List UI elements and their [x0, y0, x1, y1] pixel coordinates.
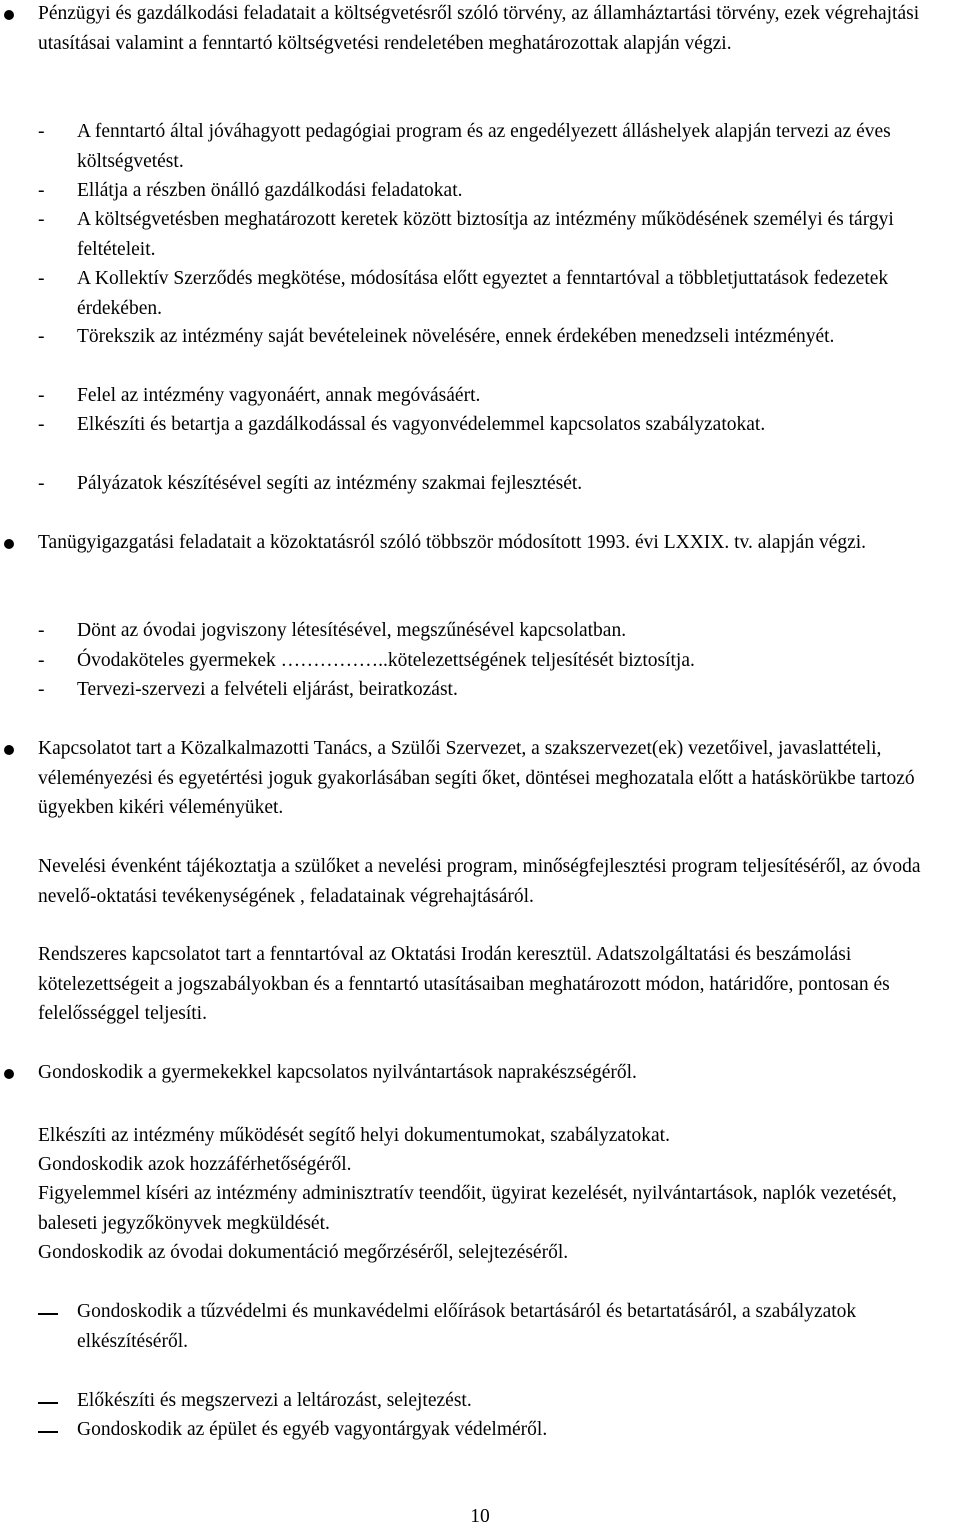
- list-item: A költségvetésben meghatározott keretek között biztosítja az intézmény működésének személyi és tárgyi feltételeit.: [77, 209, 894, 260]
- paragraph-kapcsolat: Kapcsolatot tart a Közalkalmazotti Tanács, a Szülői Szervezet, a szakszervezet(ek) vezetőivel, javaslattételi, véleményezési és egyetértési joguk gyakorlásában segíti őket, döntései meghozatala előtt a hatáskörükbe tartozó ügyekben kikéri véleményüket.: [38, 738, 915, 818]
- bullet-icon: [4, 10, 14, 20]
- list-item: Törekszik az intézmény saját bevételeinek növelésére, ennek érdekében menedzseli intézményét.: [77, 326, 835, 347]
- dash-marker: -: [38, 209, 45, 230]
- list-item: Gondoskodik az épület és egyéb vagyontárgyak védelméről.: [77, 1419, 548, 1440]
- list-item: Elkészíti és betartja a gazdálkodással és vagyonvédelemmel kapcsolatos szabályzatokat.: [77, 414, 766, 435]
- paragraph-line: Gondoskodik azok hozzáférhetőségéről.: [38, 1154, 352, 1175]
- page-number: 10: [470, 1506, 490, 1527]
- dash-marker: -: [38, 650, 45, 671]
- list-item: A fenntartó által jóváhagyott pedagógiai program és az engedélyezett álláshelyek alapján tervezi az éves költségvetést.: [77, 121, 891, 172]
- paragraph-nevelesi: Nevelési évenként tájékoztatja a szülőket a nevelési program, minőségfejlesztési program teljesítéséről, az óvoda nevelő-oktatási tevékenységének , feladatainak végrehajtásáról.: [38, 856, 921, 907]
- list-item: Óvodaköteles gyermekek ……………..kötelezettségének teljesítését biztosítja.: [77, 650, 695, 671]
- paragraph-line: Figyelemmel kíséri az intézmény adminisztratív teendőit, ügyirat kezelését, nyilvántartások, naplók vezetését, baleseti jegyzőkönyvek megküldését.: [38, 1183, 897, 1234]
- bullet-icon: [4, 1069, 14, 1079]
- paragraph-gondoskodik: Gondoskodik a gyermekekkel kapcsolatos nyilvántartások naprakészségéről.: [38, 1062, 637, 1083]
- list-item: Előkészíti és megszervezi a leltározást, selejtezést.: [77, 1390, 472, 1411]
- dash-marker: -: [38, 679, 45, 700]
- paragraph-line: Gondoskodik az óvodai dokumentáció megőrzéséről, selejtezéséről.: [38, 1242, 569, 1263]
- bullet-icon: [4, 745, 14, 755]
- paragraph-line: Elkészíti az intézmény működését segítő helyi dokumentumokat, szabályzatokat.: [38, 1125, 670, 1146]
- paragraph-tanugy: Tanügyigazgatási feladatait a közoktatásról szóló többször módosított 1993. évi LXXIX. tv. alapján végzi.: [38, 532, 867, 553]
- dash-marker: -: [38, 326, 45, 347]
- bullet-icon: [4, 539, 14, 549]
- dash-marker: -: [38, 620, 45, 641]
- paragraph-financial: Pénzügyi és gazdálkodási feladatait a költségvetésről szóló törvény, az államháztartási törvény, ezek végrehajtási utasításai valamint a fenntartó költségvetési rendeletében meghatározottak alapján végzi.: [38, 3, 920, 54]
- list-item: Gondoskodik a tűzvédelmi és munkavédelmi előírások betartásáról és betartatásáról, a szabályzatok elkészítéséről.: [77, 1301, 857, 1352]
- dash-marker: [38, 1313, 58, 1315]
- list-item: Ellátja a részben önálló gazdálkodási feladatokat.: [77, 180, 463, 201]
- dash-marker: -: [38, 180, 45, 201]
- list-item: Pályázatok készítésével segíti az intézmény szakmai fejlesztését.: [77, 473, 583, 494]
- dash-marker: -: [38, 385, 45, 406]
- list-item: Felel az intézmény vagyonáért, annak megóvásáért.: [77, 385, 481, 406]
- dash-marker: [38, 1402, 58, 1404]
- list-item: A Kollektív Szerződés megkötése, módosítása előtt egyeztet a fenntartóval a többletjuttatások fedezetek érdekében.: [77, 268, 889, 319]
- list-item: Tervezi-szervezi a felvételi eljárást, beiratkozást.: [77, 679, 458, 700]
- list-item: Dönt az óvodai jogviszony létesítésével, megszűnésével kapcsolatban.: [77, 620, 627, 641]
- dash-marker: -: [38, 473, 45, 494]
- dash-marker: -: [38, 414, 45, 435]
- dash-marker: -: [38, 121, 45, 142]
- paragraph-rendszeres: Rendszeres kapcsolatot tart a fenntartóval az Oktatási Irodán keresztül. Adatszolgáltatási és beszámolási kötelezettségeit a jogszabályokban és a fenntartó utasításaiban meghatározott módon, határidőre, pontosan és felelősséggel teljesíti.: [38, 944, 890, 1024]
- dash-marker: [38, 1431, 58, 1433]
- dash-marker: -: [38, 268, 45, 289]
